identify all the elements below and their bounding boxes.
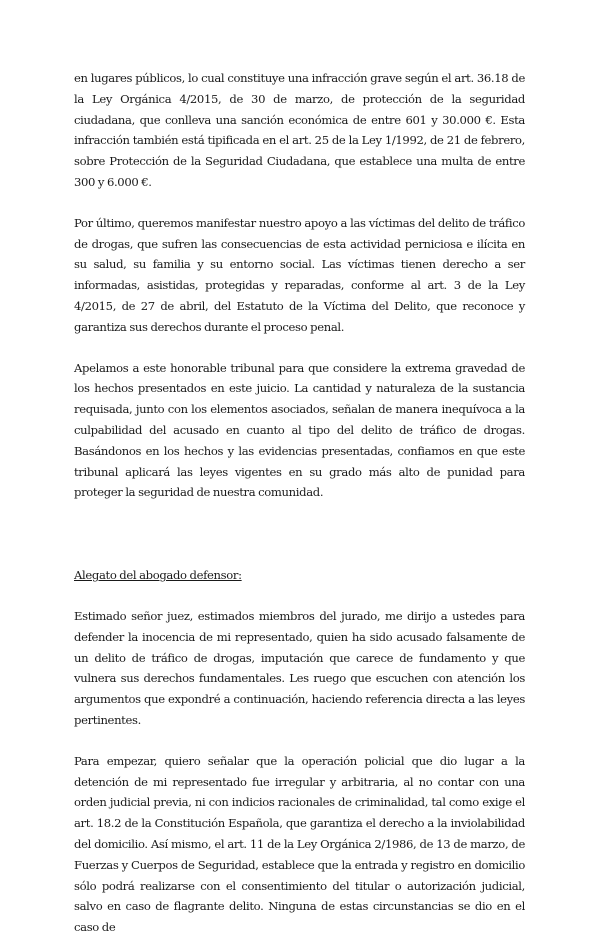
document-body bbox=[74, 68, 525, 938]
paragraph-fine-infraction: en lugares públicos, lo cual constituye una infracción grave según el art. 36.18 de la Ley Orgánica 4/2015, de 30 de marzo, de protección de la seguridad ciudadana, que conlleva una sanción económica de entre 601 y 30.000 €. Esta infracción también está tipificada en el art. 25 de la Ley 1/1992, de 21 de febrero, sobre Protección de la Seguridad Ciudadana, que establece una multa de entre 300 y 6.000 €. bbox=[74, 71, 525, 189]
section-heading-defense: Alegato del abogado defensor: bbox=[74, 568, 242, 583]
paragraph-defense-opening: Estimado señor juez, estimados miembros del jurado, me dirijo a ustedes para defender la inocencia de mi representado, quien ha sido acusado falsamente de un delito de tráfico de drogas, imputación que carece de fundamento y que vulnera sus derechos fundamentales. Les ruego que escuchen con atención los argumentos que expondré a continuación, haciendo referencia directa a las leyes pertinentes. bbox=[74, 608, 525, 727]
paragraph-victims-support: Por último, queremos manifestar nuestro apoyo a las víctimas del delito de tráfico de drogas, que sufren las consecuencias de esta actividad perniciosa e ilícita en su salud, su familia y su entorno social. Las víctimas tienen derecho a ser informadas, asistidas, protegidas y reparadas, conforme al art. 3 de la Ley 4/2015, de 27 de abril, del Estatuto de la Víctima del Delito, que reconoce y garantiza sus derechos durante el proceso penal. bbox=[74, 215, 525, 334]
paragraph-defense-irregular-operation: Para empezar, quiero señalar que la operación policial que dio lugar a la detención de mi representado fue irregular y arbitraria, al no contar con una orden judicial previa, ni con indicios racionales de criminalidad, tal como exige el art. 18.2 de la Constitución Española, que garantiza el derecho a la inviolabilidad del domicilio. Así mismo, el art. 11 de la Ley Orgánica 2/1986, de 13 de marzo, de Fuerzas y Cuerpos de Seguridad, establece que la entrada y registro en domicilio sólo podrá realizarse con el consentimiento del titular o autorización judicial, salvo en caso de flagrante delito. Ninguna de estas circunstancias se dio en el caso de bbox=[74, 753, 525, 935]
paragraph-appeal-tribunal: Apelamos a este honorable tribunal para que considere la extrema gravedad de los hechos presentados en este juicio. La cantidad y naturaleza de la sustancia requisada, junto con los elementos asociados, señalan de manera inequívoca a la culpabilidad del acusado en cuanto al tipo del delito de tráfico de drogas. Basándonos en los hechos y las evidencias presentadas, confiamos en que este tribunal aplicará las leyes vigentes en su grado más alto de punidad para proteger la seguridad de nuestra comunidad. bbox=[74, 360, 525, 500]
